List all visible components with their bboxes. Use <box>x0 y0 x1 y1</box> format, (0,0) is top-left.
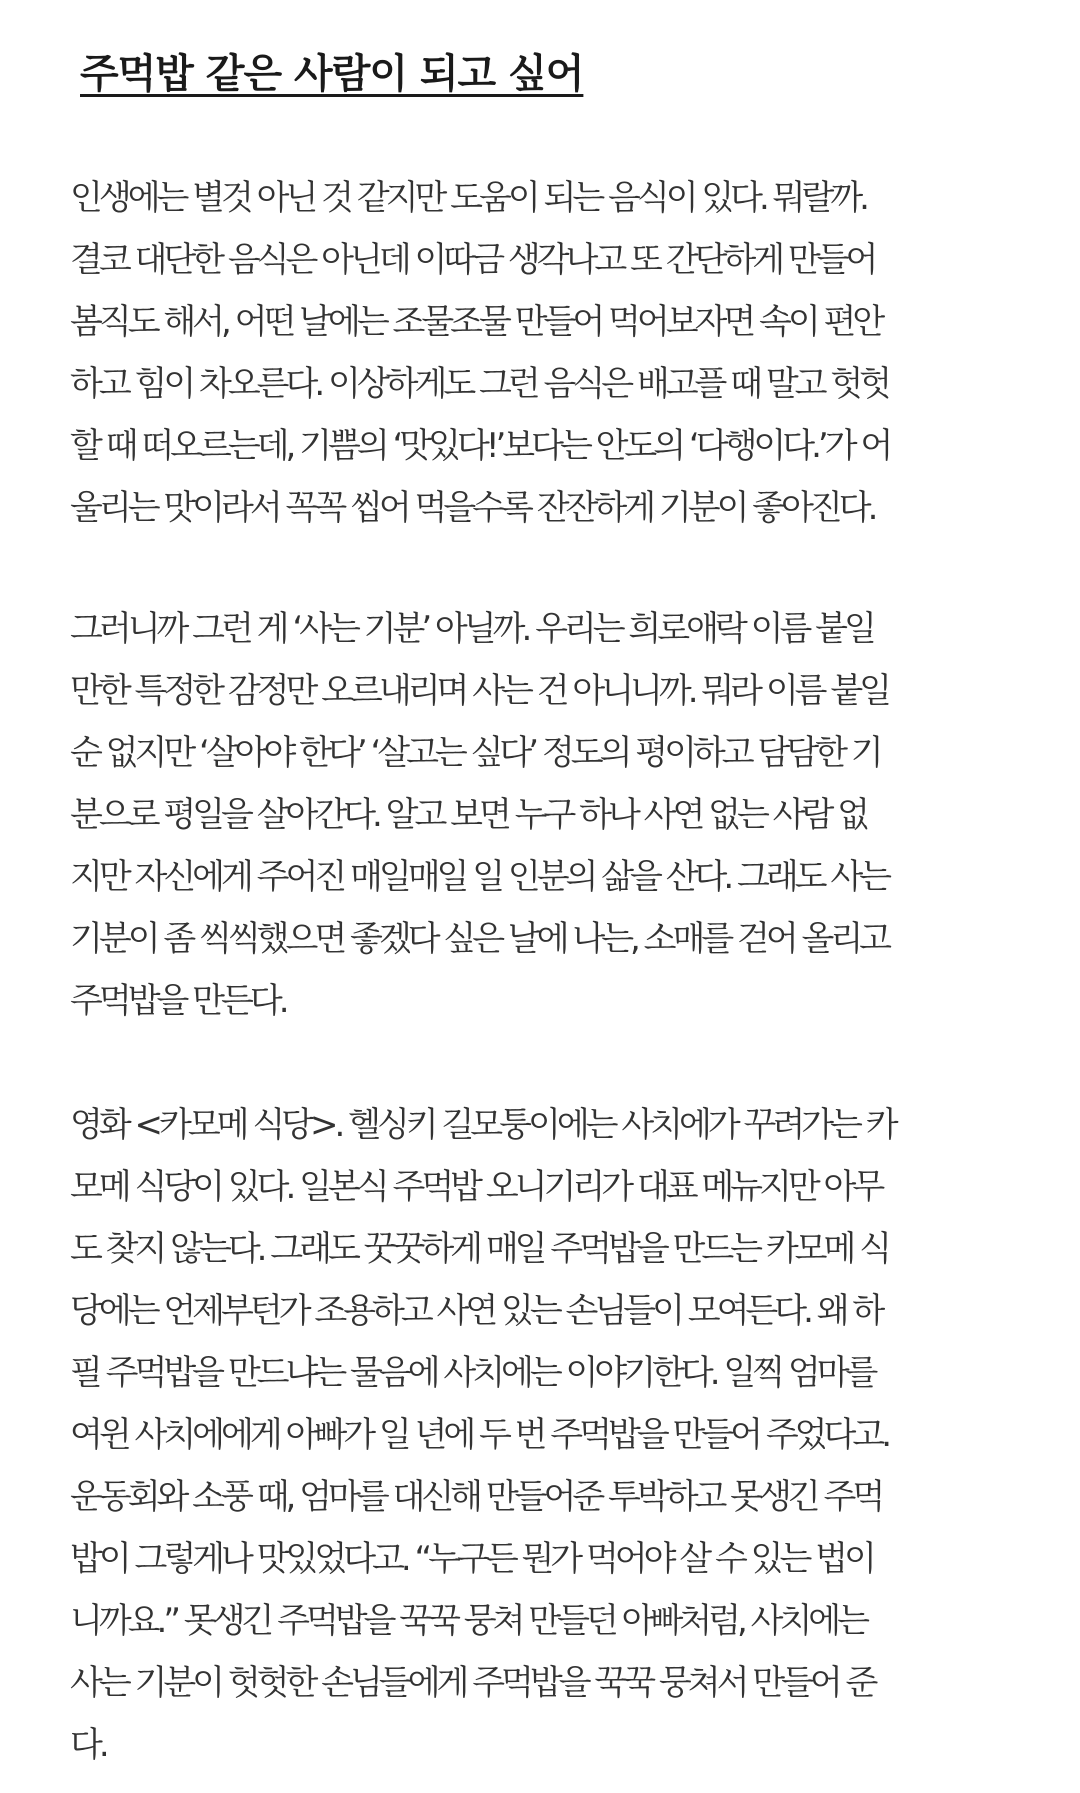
paragraph-2 <box>70 598 1030 1032</box>
paragraph-line: 기분이 좀 씩씩했으면 좋겠다 싶은 날에 나는, 소매를 걷어 올리고 <box>70 919 889 959</box>
paragraph-line: 영화 <카모메 식당>. 헬싱키 길모퉁이에는 사치에가 꾸려가는 카 <box>70 1105 895 1145</box>
paragraph-line: 니까요.” 못생긴 주먹밥을 꾹꾹 뭉쳐 만들던 아빠처럼, 사치에는 <box>70 1601 866 1641</box>
paragraph-line: 봄직도 해서, 어떤 날에는 조물조물 만들어 먹어보자면 속이 편안 <box>70 302 882 342</box>
paragraph-line: 당에는 언제부턴가 조용하고 사연 있는 손님들이 모여든다. 왜 하 <box>70 1291 882 1331</box>
paragraph-line: 인생에는 별것 아닌 것 같지만 도움이 되는 음식이 있다. 뭐랄까. <box>70 178 866 218</box>
article-title: 주먹밥 같은 사람이 되고 싶어 <box>80 51 584 97</box>
paragraph-line: 할 때 떠오르는데, 기쁨의 ‘맛있다!’보다는 안도의 ‘다행이다.’가 어 <box>70 426 890 466</box>
paragraph-line: 만한 특정한 감정만 오르내리며 사는 건 아니니까. 뭐라 이름 붙일 <box>70 671 889 711</box>
paragraph-line: 지만 자신에게 주어진 매일매일 일 인분의 삶을 산다. 그래도 사는 <box>70 857 889 897</box>
paragraph-3 <box>70 1094 1030 1776</box>
paragraph-line: 다. <box>70 1725 106 1765</box>
paragraph-line: 주먹밥을 만든다. <box>70 981 286 1021</box>
paragraph-line: 순 없지만 ‘살아야 한다’ ‘살고는 싶다’ 정도의 평이하고 담담한 기 <box>70 733 880 773</box>
paragraph-line: 모메 식당이 있다. 일본식 주먹밥 오니기리가 대표 메뉴지만 아무 <box>70 1167 882 1207</box>
paragraph-line: 밥이 그렇게나 맛있었다고. “누구든 뭔가 먹어야 살 수 있는 법이 <box>70 1539 873 1579</box>
paragraph-line: 결코 대단한 음식은 아닌데 이따금 생각나고 또 간단하게 만들어 <box>70 240 875 280</box>
paragraph-line: 하고 힘이 차오른다. 이상하게도 그런 음식은 배고플 때 말고 헛헛 <box>70 364 889 404</box>
paragraph-line: 도 찾지 않는다. 그래도 꿋꿋하게 매일 주먹밥을 만드는 카모메 식 <box>70 1229 889 1269</box>
paragraph-line: 필 주먹밥을 만드냐는 물음에 사치에는 이야기한다. 일찍 엄마를 <box>70 1353 875 1393</box>
paragraph-line: 울리는 맛이라서 꼭꼭 씹어 먹을수록 잔잔하게 기분이 좋아진다. <box>70 488 875 528</box>
paragraph-line: 그러니까 그런 게 ‘사는 기분’ 아닐까. 우리는 희로애락 이름 붙일 <box>70 609 873 649</box>
paragraph-line: 운동회와 소풍 때, 엄마를 대신해 만들어준 투박하고 못생긴 주먹 <box>70 1477 882 1517</box>
paragraph-line: 여윈 사치에에게 아빠가 일 년에 두 번 주먹밥을 만들어 주었다고. <box>70 1415 889 1455</box>
paragraph-line: 사는 기분이 헛헛한 손님들에게 주먹밥을 꾹꾹 뭉쳐서 만들어 준 <box>70 1663 875 1703</box>
paragraph-1 <box>70 167 1030 539</box>
paragraph-line: 분으로 평일을 살아간다. 알고 보면 누구 하나 사연 없는 사람 없 <box>70 795 866 835</box>
